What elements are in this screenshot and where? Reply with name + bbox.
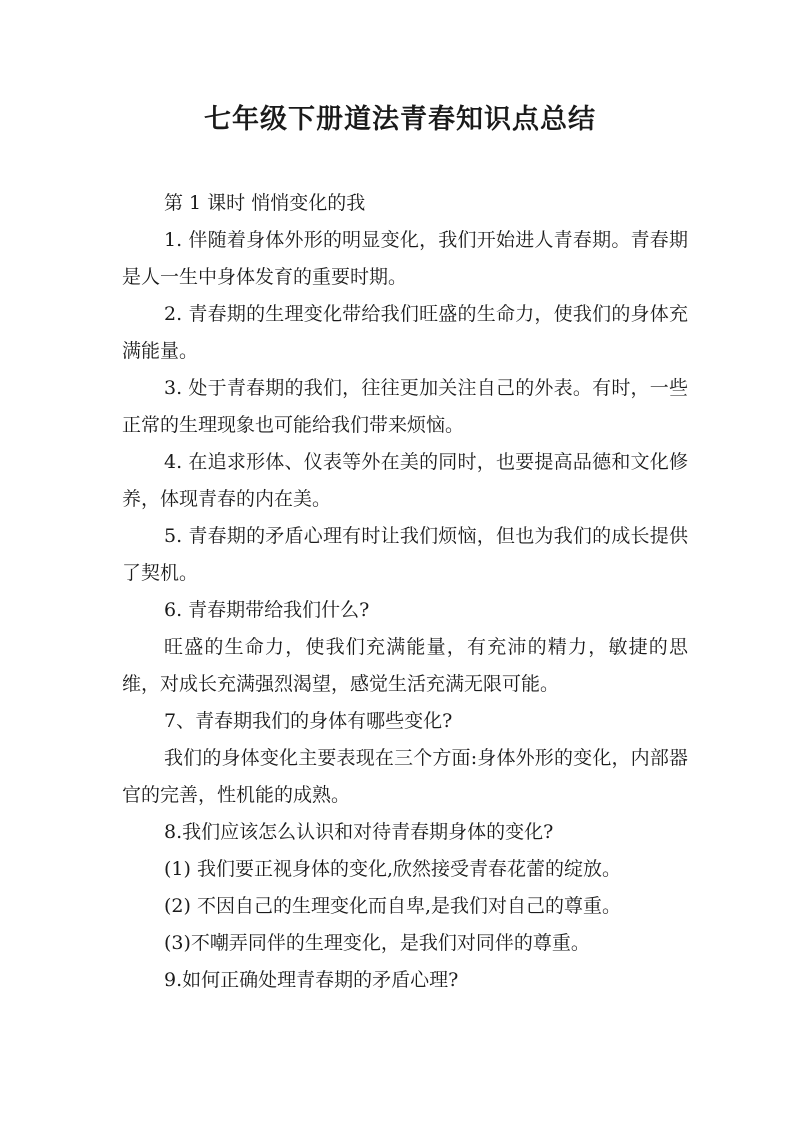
document-title: 七年级下册道法青春知识点总结 xyxy=(204,104,596,135)
paragraph: 2. 青春期的生理变化带给我们旺盛的生命力，使我们的身体充满能量。 xyxy=(122,303,688,362)
paragraph: 3. 处于青春期的我们，往往更加关注自己的外表。有时，一些正常的生理现象也可能给我们带来烦恼。 xyxy=(122,377,688,436)
question-heading: 7、青春期我们的身体有哪些变化? xyxy=(164,710,453,732)
question-heading: 9.如何正确处理青春期的矛盾心理? xyxy=(164,969,459,991)
answer-paragraph: 旺盛的生命力，使我们充满能量，有充沛的精力，敏捷的思维，对成长充满强烈渴望，感觉生活充满无限可能。 xyxy=(122,636,688,695)
lesson-heading: 第 1 课时 悄悄变化的我 xyxy=(164,192,366,214)
paragraph: 1. 伴随着身体外形的明显变化，我们开始进人青春期。青春期是人一生中身体发育的重要时期。 xyxy=(122,229,688,288)
answer-paragraph: 我们的身体变化主要表现在三个方面:身体外形的变化，内部器官的完善，性机能的成熟。 xyxy=(122,747,688,806)
list-item: (2) 不因自己的生理变化而自卑,是我们对自己的尊重。 xyxy=(164,895,621,917)
list-item: (3)不嘲弄同伴的生理变化，是我们对同伴的尊重。 xyxy=(164,932,590,954)
question-heading: 8.我们应该怎么认识和对待青春期身体的变化? xyxy=(164,821,554,843)
document-body xyxy=(122,185,688,999)
list-item: (1) 我们要正视身体的变化,欣然接受青春花蕾的绽放。 xyxy=(164,858,621,880)
paragraph: 4. 在追求形体、仪表等外在美的同时，也要提高品德和文化修养，体现青春的内在美。 xyxy=(122,451,688,510)
question-heading: 6. 青春期带给我们什么? xyxy=(164,599,370,621)
paragraph: 5. 青春期的矛盾心理有时让我们烦恼，但也为我们的成长提供了契机。 xyxy=(122,525,688,584)
